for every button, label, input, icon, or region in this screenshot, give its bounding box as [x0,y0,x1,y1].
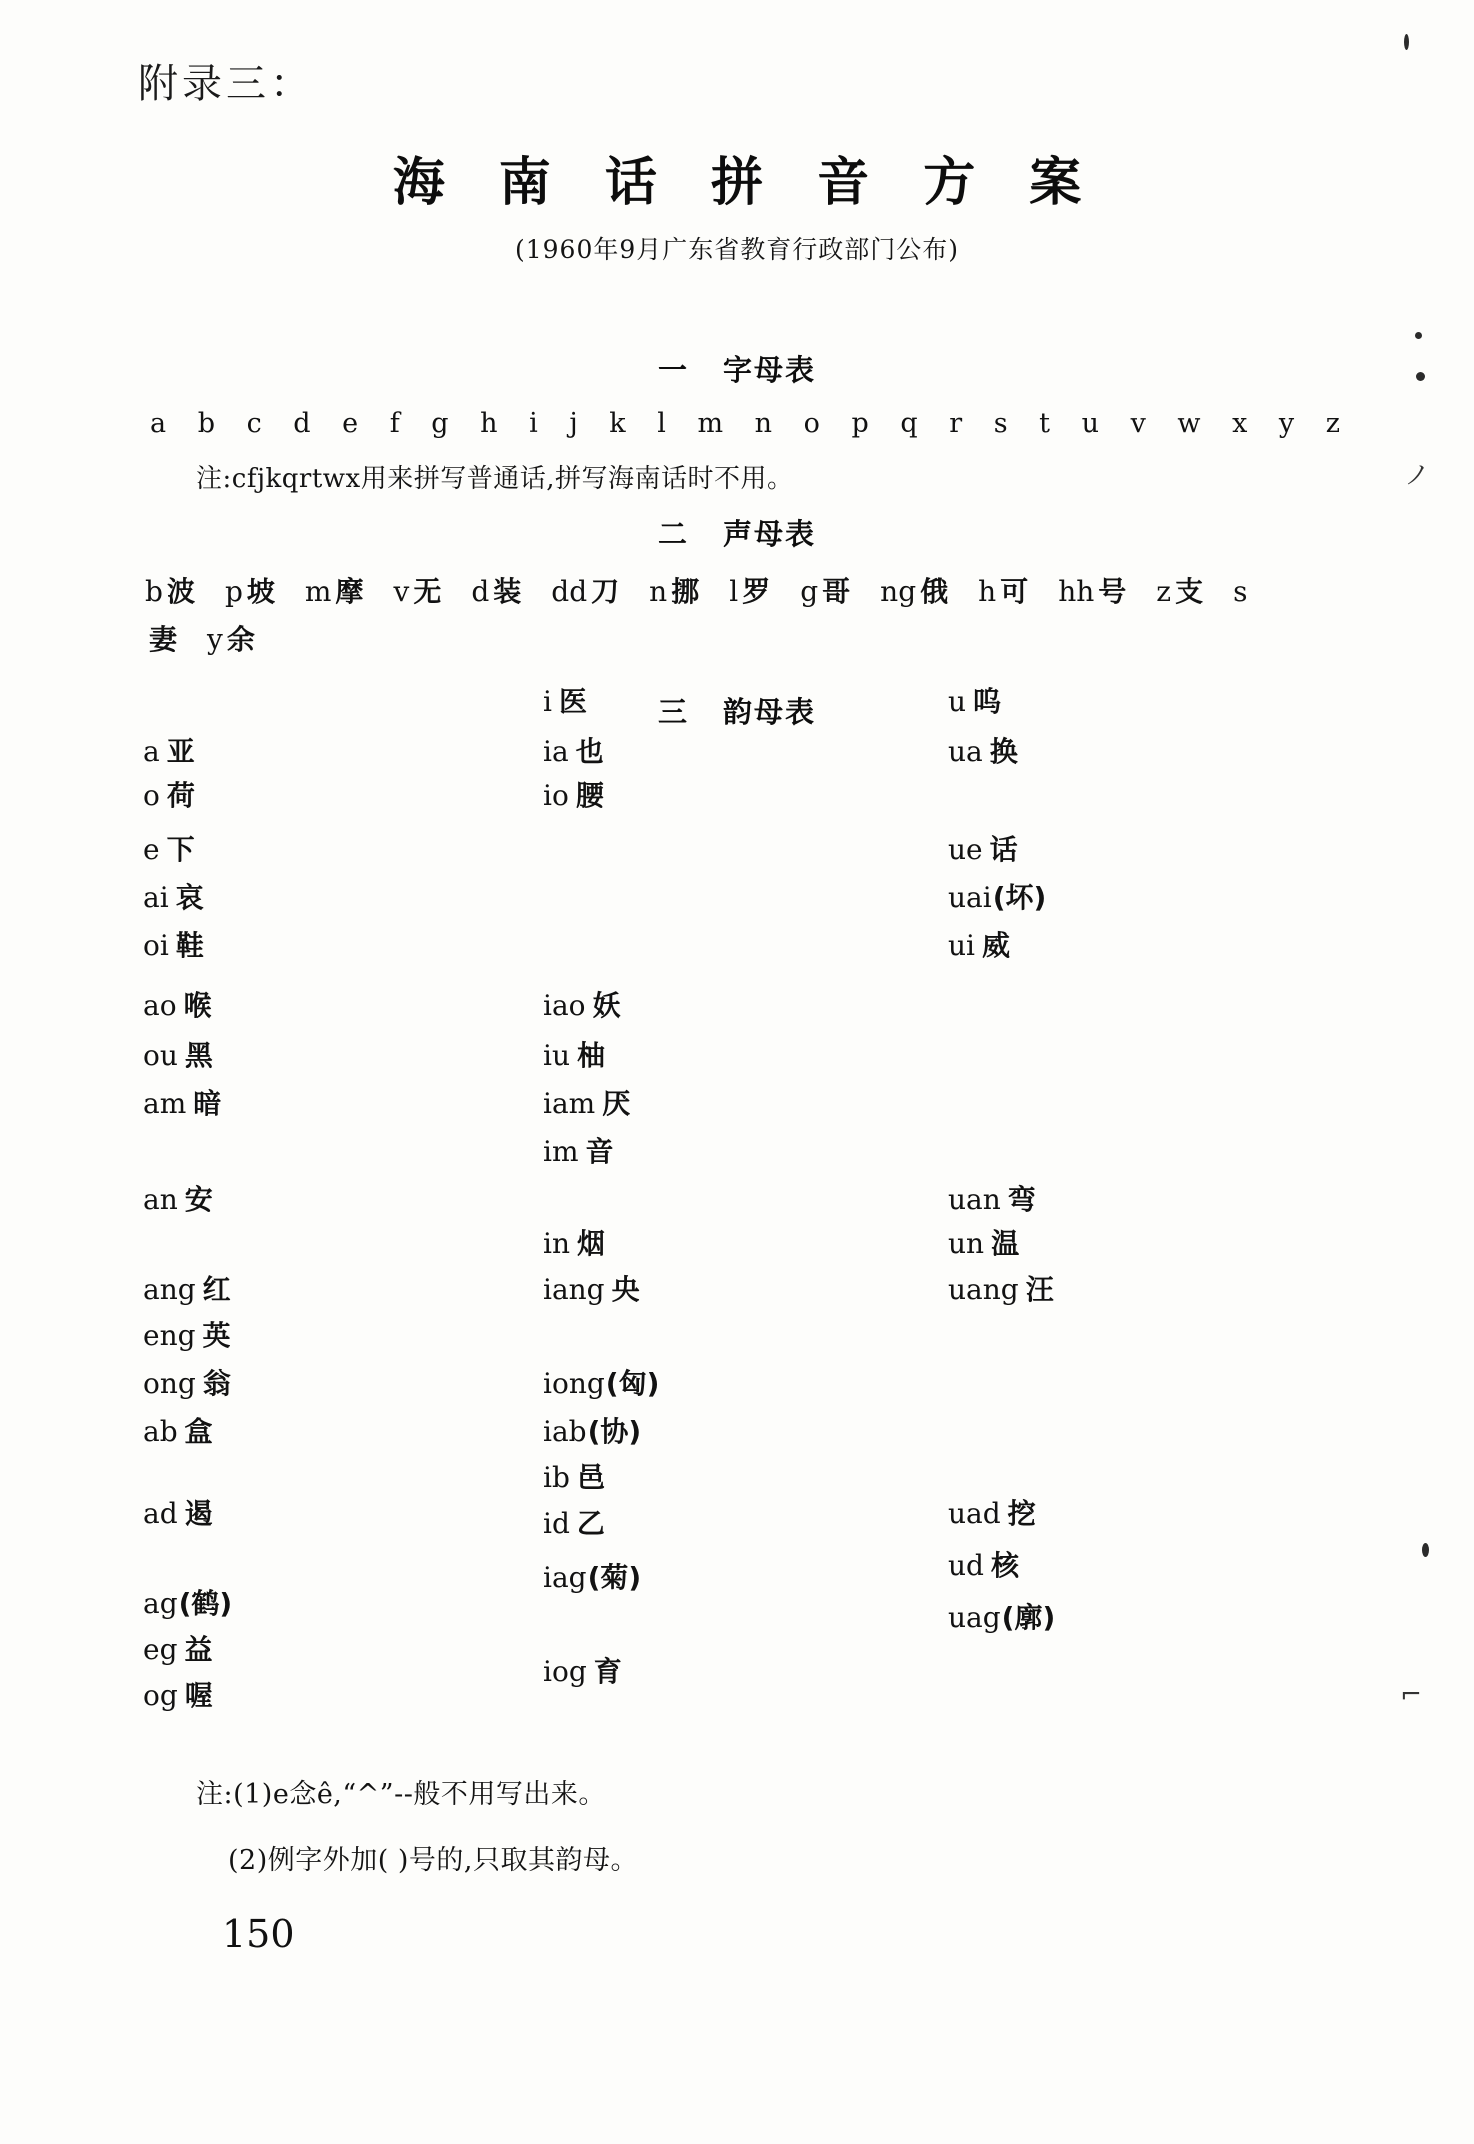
alphabet-letter: z [1325,408,1340,439]
final-item: iang 央 [543,1273,640,1306]
final-item: iam 厌 [543,1087,631,1120]
alphabet-letter: n [754,408,773,439]
initial-item: v 无 [393,575,442,608]
final-item: iag(菊) [543,1561,642,1594]
section-number: 一 [657,353,689,387]
page-number: 150 [222,1912,295,1956]
final-item: ao 喉 [143,989,212,1022]
alphabet-letter: o [803,408,820,439]
final-item: io 腰 [543,779,604,812]
final-item: ad 遏 [143,1497,213,1530]
alphabet-letter: p [851,408,869,439]
final-item: uai(坏) [948,881,1047,914]
final-item: ua 换 [948,735,1018,768]
footnote-1: 注:(1)e念ê,“^”--般不用写出来。 [196,1779,606,1810]
final-item: im 音 [543,1135,614,1168]
initial-item: n 挪 [649,575,700,608]
alphabet-letter: f [389,408,400,439]
initial-item: hh 号 [1058,575,1127,608]
final-item: a 亚 [143,735,195,768]
final-item: u 呜 [948,685,1002,718]
initial-item: z 支 [1156,575,1204,608]
initial-item: b 波 [145,575,195,608]
section-heading-finals [0,690,1474,731]
final-item: uang 汪 [948,1273,1054,1306]
section-heading-initials [0,512,1474,553]
alphabet-letter: k [609,408,626,439]
alphabet-letter: b [197,408,215,439]
final-item: ong 翁 [143,1367,231,1400]
final-item: e 下 [143,833,195,866]
appendix-label: 附录三： [138,61,314,107]
final-item: ai 哀 [143,881,204,914]
alphabet-letter: t [1039,408,1051,439]
alphabet-letter: v [1130,408,1146,439]
initial-item: g 哥 [800,575,851,608]
initial-item: 妻 [149,623,178,656]
alphabet-letter: q [900,408,918,439]
scan-mark: ⌐ [1400,1680,1422,1710]
final-item: iao 妖 [543,989,621,1022]
section-title: 字母表 [723,353,817,387]
final-item: eg 益 [143,1633,213,1666]
section-title: 韵母表 [723,695,817,729]
alphabet-letter: w [1177,408,1201,439]
final-item: eng 英 [143,1319,231,1352]
initials-list-line2 [145,618,285,658]
initial-item: m 摩 [304,575,364,608]
final-item: uan 弯 [948,1183,1036,1216]
alphabet-letter: c [246,408,262,439]
alphabet-letter: r [949,408,963,439]
scan-speck [1415,332,1422,339]
final-item: i 医 [543,685,587,718]
initial-item: p 坡 [224,575,275,608]
final-item: ib 邑 [543,1461,605,1494]
scan-speck [1404,34,1409,50]
alphabet-letter: y [1278,408,1295,439]
alphabet-letter: a [150,408,167,439]
alphabet-letter: g [431,408,449,439]
initials-list-line1 [145,570,1375,610]
final-item: ou 黑 [143,1039,213,1072]
alphabet-letter: h [480,408,498,439]
final-item: iong(匈) [543,1367,660,1400]
alphabet-letter: d [293,408,311,439]
initial-item: dd 刀 [551,575,620,608]
final-item: iog 育 [543,1655,622,1688]
section-number: 三 [657,695,689,729]
scan-mark: ノ [1404,461,1431,491]
initial-item: l 罗 [729,575,771,608]
alphabet-list [150,408,1340,439]
alphabet-letter: x [1232,408,1248,439]
final-item: am 暗 [143,1087,222,1120]
initial-item: y 余 [207,623,255,656]
final-item: ue 话 [948,833,1018,866]
final-item: ang 红 [143,1273,231,1306]
alphabet-letter: l [657,408,666,439]
page-title: 海 南 话 拼 音 方 案 [392,153,1100,213]
alphabet-letter: i [529,408,538,439]
section-title: 声母表 [723,517,817,551]
section-heading-alphabet [0,348,1474,389]
final-item: oi 鞋 [143,929,204,962]
final-item: og 喔 [143,1679,213,1712]
initial-item: s [1233,575,1248,608]
final-item: un 温 [948,1227,1020,1260]
page-subtitle: (1960年9月广东省教育行政部门公布) [514,235,960,264]
final-item: iu 柚 [543,1039,606,1072]
final-item: iab(协) [543,1415,642,1448]
alphabet-letter: e [342,408,359,439]
alphabet-letter: u [1081,408,1099,439]
alphabet-letter: j [569,408,578,439]
footnote-2: (2)例字外加( )号的,只取其韵母。 [228,1845,638,1876]
final-item: in 烟 [543,1227,606,1260]
alphabet-note: 注:cfjkqrtwx用来拼写普通话,拼写海南话时不用。 [196,464,794,494]
final-item: ia 也 [543,735,604,768]
initial-item: h 可 [978,575,1029,608]
final-item: id 乙 [543,1507,605,1540]
final-item: ag(鹤) [143,1587,233,1620]
final-item: o 荷 [143,779,195,812]
alphabet-letter: s [993,408,1008,439]
final-item: ab 盒 [143,1415,213,1448]
final-item: ui 威 [948,929,1011,962]
final-item: uag(廓) [948,1601,1056,1634]
section-number: 二 [657,517,689,551]
initial-item: ng 俄 [880,575,949,608]
initial-item: d 装 [471,575,522,608]
final-item: uad 挖 [948,1497,1036,1530]
final-item: ud 核 [948,1549,1019,1582]
final-item: an 安 [143,1183,213,1216]
alphabet-letter: m [697,408,724,439]
